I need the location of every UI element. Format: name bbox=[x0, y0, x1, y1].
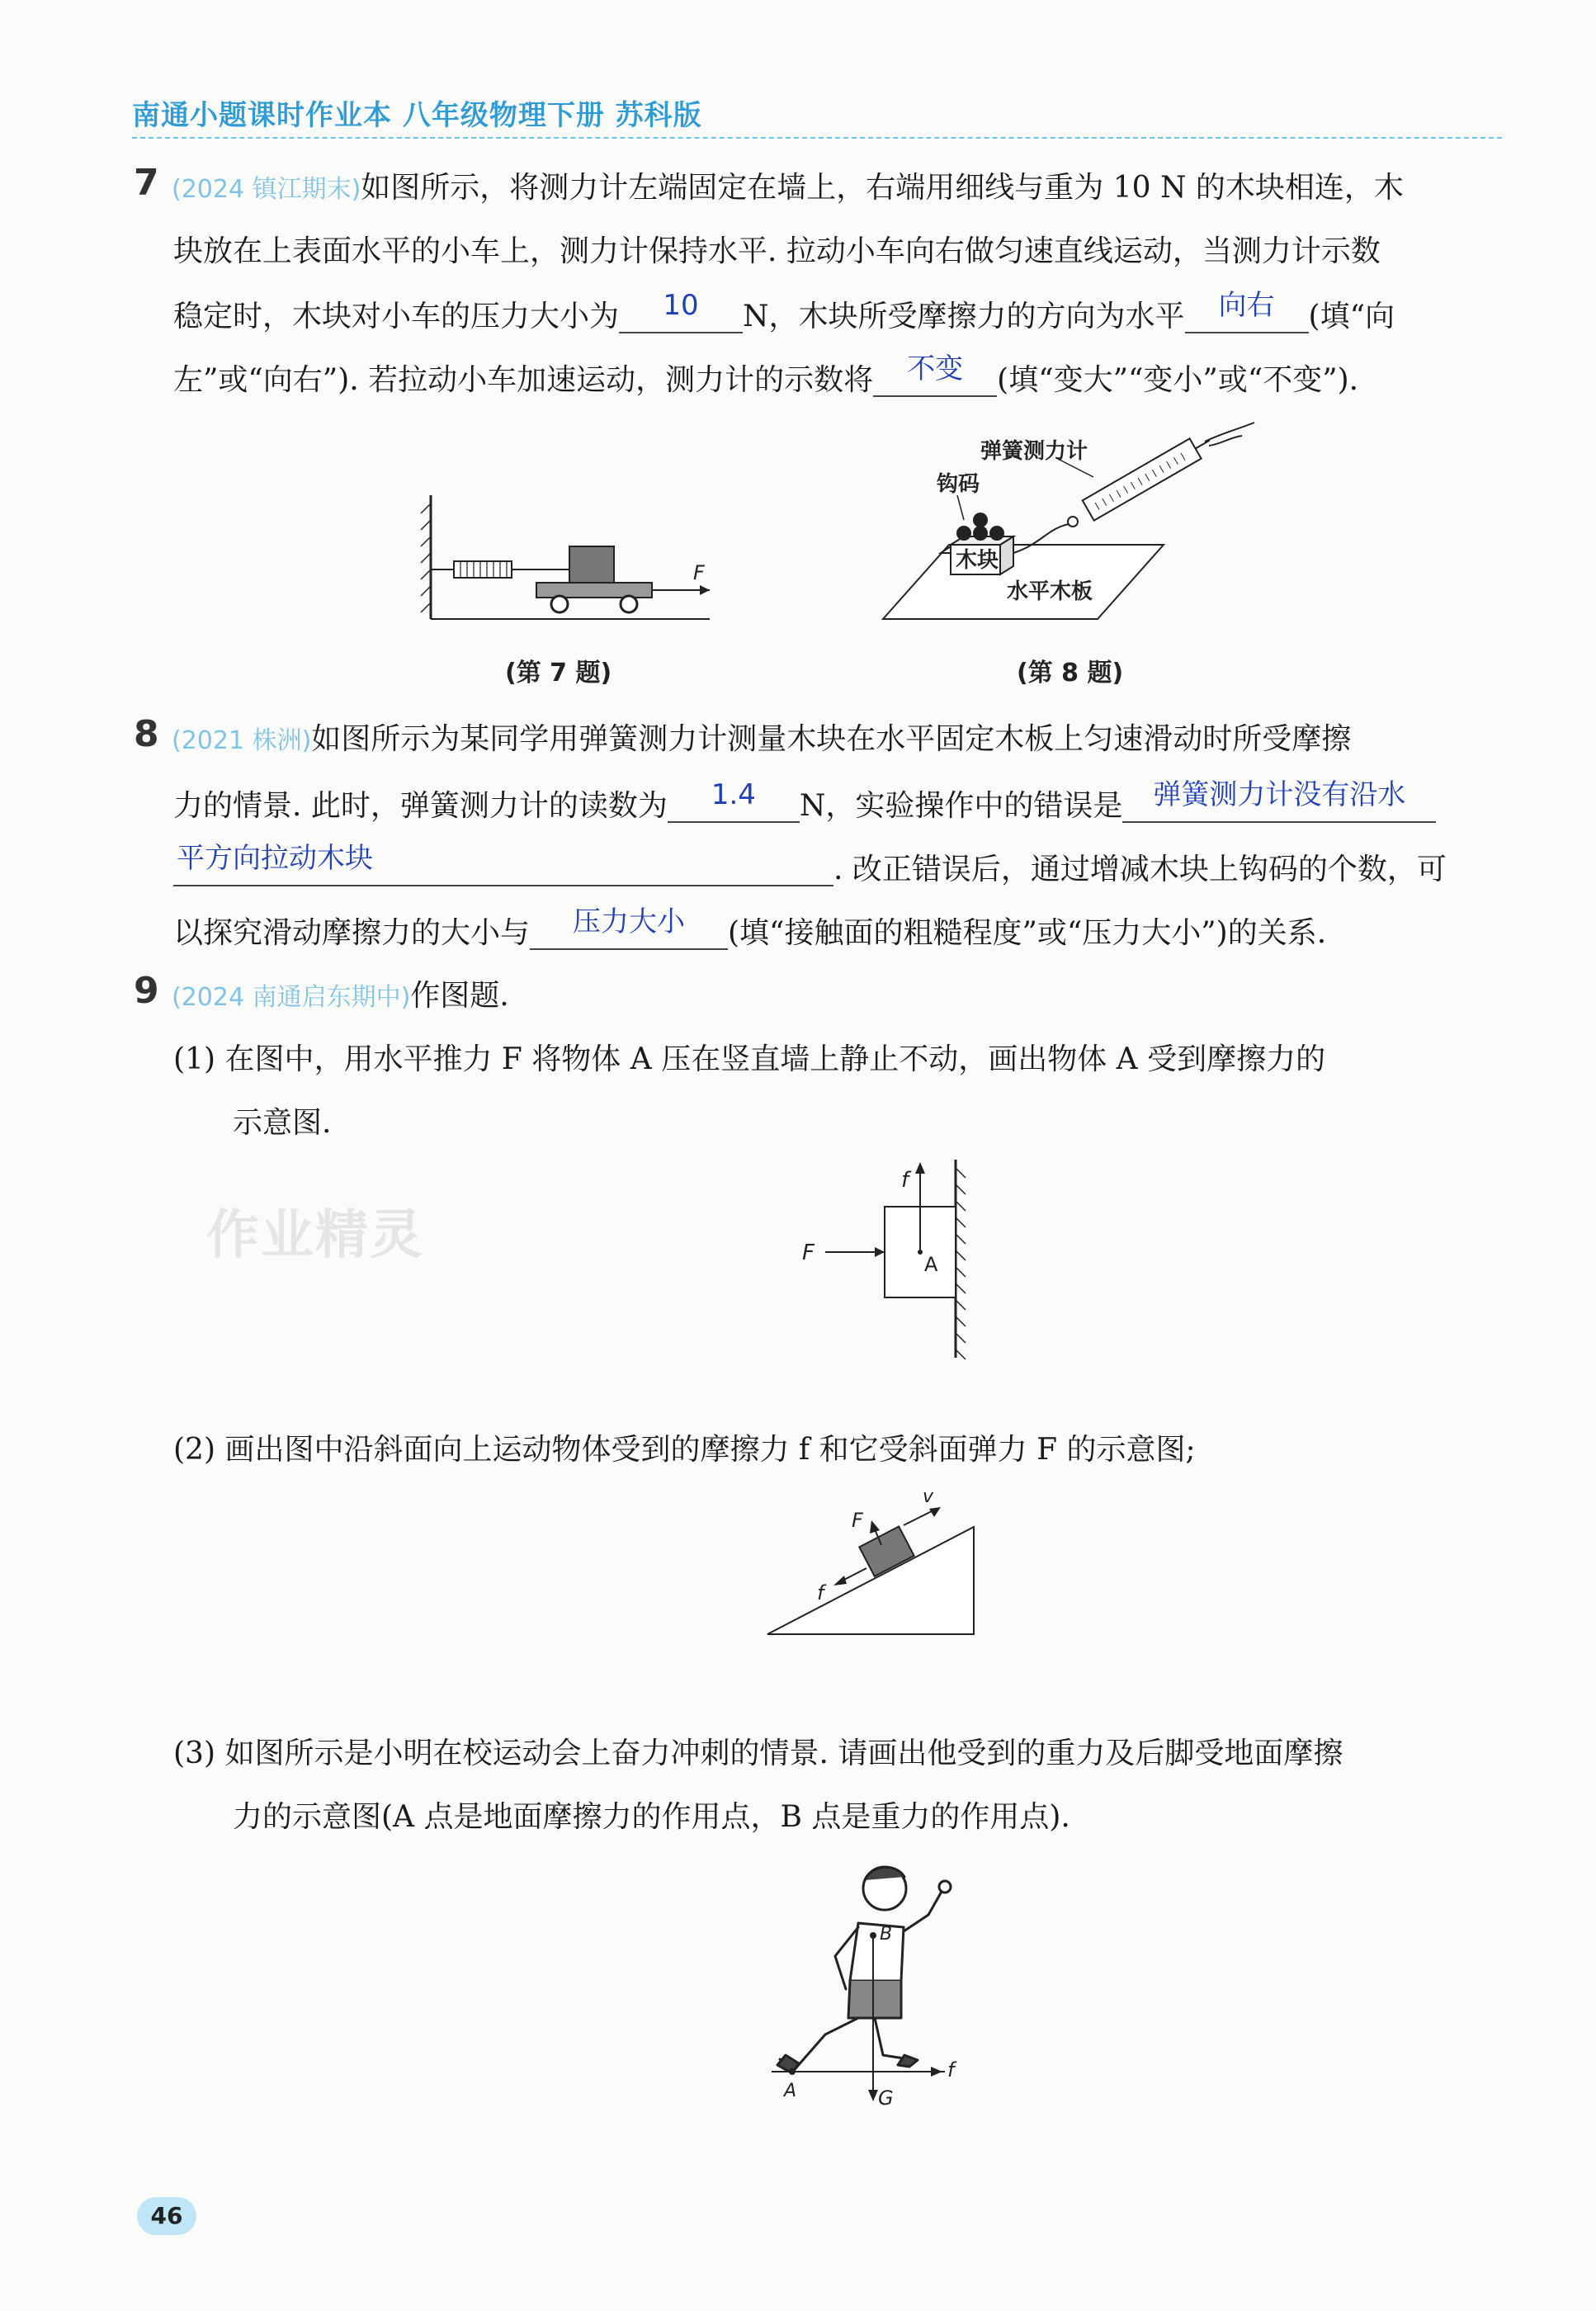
fig7-label-F: F bbox=[693, 561, 705, 584]
q7-blank-1[interactable] bbox=[619, 289, 743, 333]
header-title: 南通小题课时作业本 八年级物理下册 苏科版 bbox=[132, 99, 702, 132]
fig8-label-block: 木块 bbox=[956, 548, 999, 573]
fig9-3-label-G: G bbox=[878, 2087, 894, 2110]
q8-answer-2a: 弹簧测力计没有沿水 bbox=[1153, 778, 1406, 811]
page-number: 46 bbox=[137, 2197, 196, 2235]
q8-line-4 bbox=[173, 905, 1327, 950]
q9-intro: 作图题. bbox=[410, 979, 509, 1013]
figure-8 bbox=[875, 413, 1271, 636]
fig9-2-label-v: v bbox=[923, 1486, 934, 1507]
q7-source: (2024 镇江期末) bbox=[172, 175, 361, 204]
q9-line-intro bbox=[172, 980, 509, 1014]
figure-9-1 bbox=[792, 1156, 990, 1370]
q7-text-4a: 左”或“向右”). 若拉动小车加速运动，测力计的示数将 bbox=[173, 363, 874, 397]
fig8-label-spring: 弹簧测力计 bbox=[980, 439, 1088, 464]
q8-answer-3: 压力大小 bbox=[573, 905, 686, 938]
q9-number: 9 bbox=[134, 970, 159, 1012]
q7-text-4b: (填“变大”“变小”或“不变”). bbox=[997, 363, 1359, 397]
q7-answer-2: 向右 bbox=[1218, 289, 1275, 322]
q7-text-2: 块放在上表面水平的小车上，测力计保持水平. 拉动小车向右做匀速直线运动，当测力计示数 bbox=[173, 234, 1381, 268]
q8-text-2a: 力的情景. 此时，弹簧测力计的读数为 bbox=[173, 789, 668, 823]
q7-blank-2[interactable] bbox=[1185, 289, 1309, 333]
q8-line-2 bbox=[173, 778, 1436, 823]
q7-answer-1: 10 bbox=[663, 289, 699, 322]
q8-source: (2021 株洲) bbox=[172, 726, 312, 755]
q8-text-3b: . 改正错误后，通过增减木块上钩码的个数，可 bbox=[833, 853, 1447, 886]
fig8-label-weights: 钩码 bbox=[937, 472, 980, 497]
figure-9-2 bbox=[759, 1486, 990, 1651]
q8-blank-1[interactable] bbox=[668, 778, 800, 823]
q8-line-1 bbox=[172, 723, 1351, 758]
q9-part1-text-1: (1) 在图中，用水平推力 F 将物体 A 压在竖直墙上静止不动，画出物体 A 受到摩擦力的 bbox=[173, 1042, 1326, 1076]
q7-text-3c: (填“向 bbox=[1308, 300, 1395, 333]
q7-text-1: 如图所示，将测力计左端固定在墙上，右端用细线与重为 10 N 的木块相连，木 bbox=[361, 171, 1404, 205]
q8-blank-2a[interactable] bbox=[1122, 778, 1436, 823]
q8-number: 8 bbox=[134, 713, 159, 755]
q9-part2-text: (2) 画出图中沿斜面向上运动物体受到的摩擦力 f 和它受斜面弹力 F 的示意图; bbox=[173, 1433, 1196, 1467]
header-divider bbox=[132, 137, 1502, 139]
q7-blank-3[interactable] bbox=[873, 352, 997, 397]
fig8-label-board: 水平木板 bbox=[1007, 579, 1093, 604]
q9-part1-text-2: 示意图. bbox=[233, 1106, 332, 1140]
figure-7 bbox=[413, 479, 743, 644]
q9-part3-text-1: (3) 如图所示是小明在校运动会上奋力冲刺的情景. 请画出他受到的重力及后脚受地面摩擦 bbox=[173, 1737, 1343, 1770]
fig9-3-label-B: B bbox=[880, 1924, 893, 1945]
q8-text-2b: N，实验操作中的错误是 bbox=[799, 789, 1123, 823]
q8-answer-1: 1.4 bbox=[711, 778, 756, 811]
fig9-2-label-f: f bbox=[817, 1581, 824, 1604]
q7-line-1 bbox=[172, 172, 1404, 206]
fig9-3-label-f: f bbox=[947, 2058, 955, 2082]
q7-line-3 bbox=[173, 289, 1395, 333]
fig8-caption: (第 8 题) bbox=[1017, 659, 1124, 688]
q9-part3-text-2: 力的示意图(A 点是地面摩擦力的作用点，B 点是重力的作用点). bbox=[233, 1800, 1070, 1834]
q7-number: 7 bbox=[134, 162, 159, 204]
q7-answer-3: 不变 bbox=[907, 352, 964, 385]
q8-text-1: 如图所示为某同学用弹簧测力计测量木块在水平固定木板上匀速滑动时所受摩擦 bbox=[311, 722, 1352, 756]
q7-text-3a: 稳定时，木块对小车的压力大小为 bbox=[173, 300, 620, 333]
q8-blank-2b[interactable] bbox=[173, 842, 833, 886]
fig7-caption: (第 7 题) bbox=[505, 659, 612, 688]
q8-text-4a: 以探究滑动摩擦力的大小与 bbox=[173, 916, 531, 950]
watermark-text: 作业精灵 bbox=[206, 1205, 424, 1266]
q8-line-3 bbox=[173, 842, 1447, 886]
q7-line-4 bbox=[173, 352, 1359, 397]
q8-blank-3[interactable] bbox=[530, 905, 728, 950]
figure-9-3 bbox=[759, 1857, 982, 2113]
q7-text-3b: N，木块所受摩擦力的方向为水平 bbox=[743, 300, 1185, 333]
fig9-3-label-A: A bbox=[784, 2081, 797, 2101]
fig9-1-label-F: F bbox=[802, 1241, 815, 1265]
q9-source: (2024 南通启东期中) bbox=[172, 983, 411, 1012]
q8-answer-2b: 平方向拉动木块 bbox=[177, 842, 373, 875]
fig9-1-label-f: f bbox=[901, 1168, 909, 1193]
fig9-2-label-F: F bbox=[852, 1509, 863, 1532]
q8-text-4b: (填“接触面的粗糙程度”或“压力大小”)的关系. bbox=[728, 916, 1327, 950]
fig9-1-label-A: A bbox=[924, 1253, 938, 1276]
